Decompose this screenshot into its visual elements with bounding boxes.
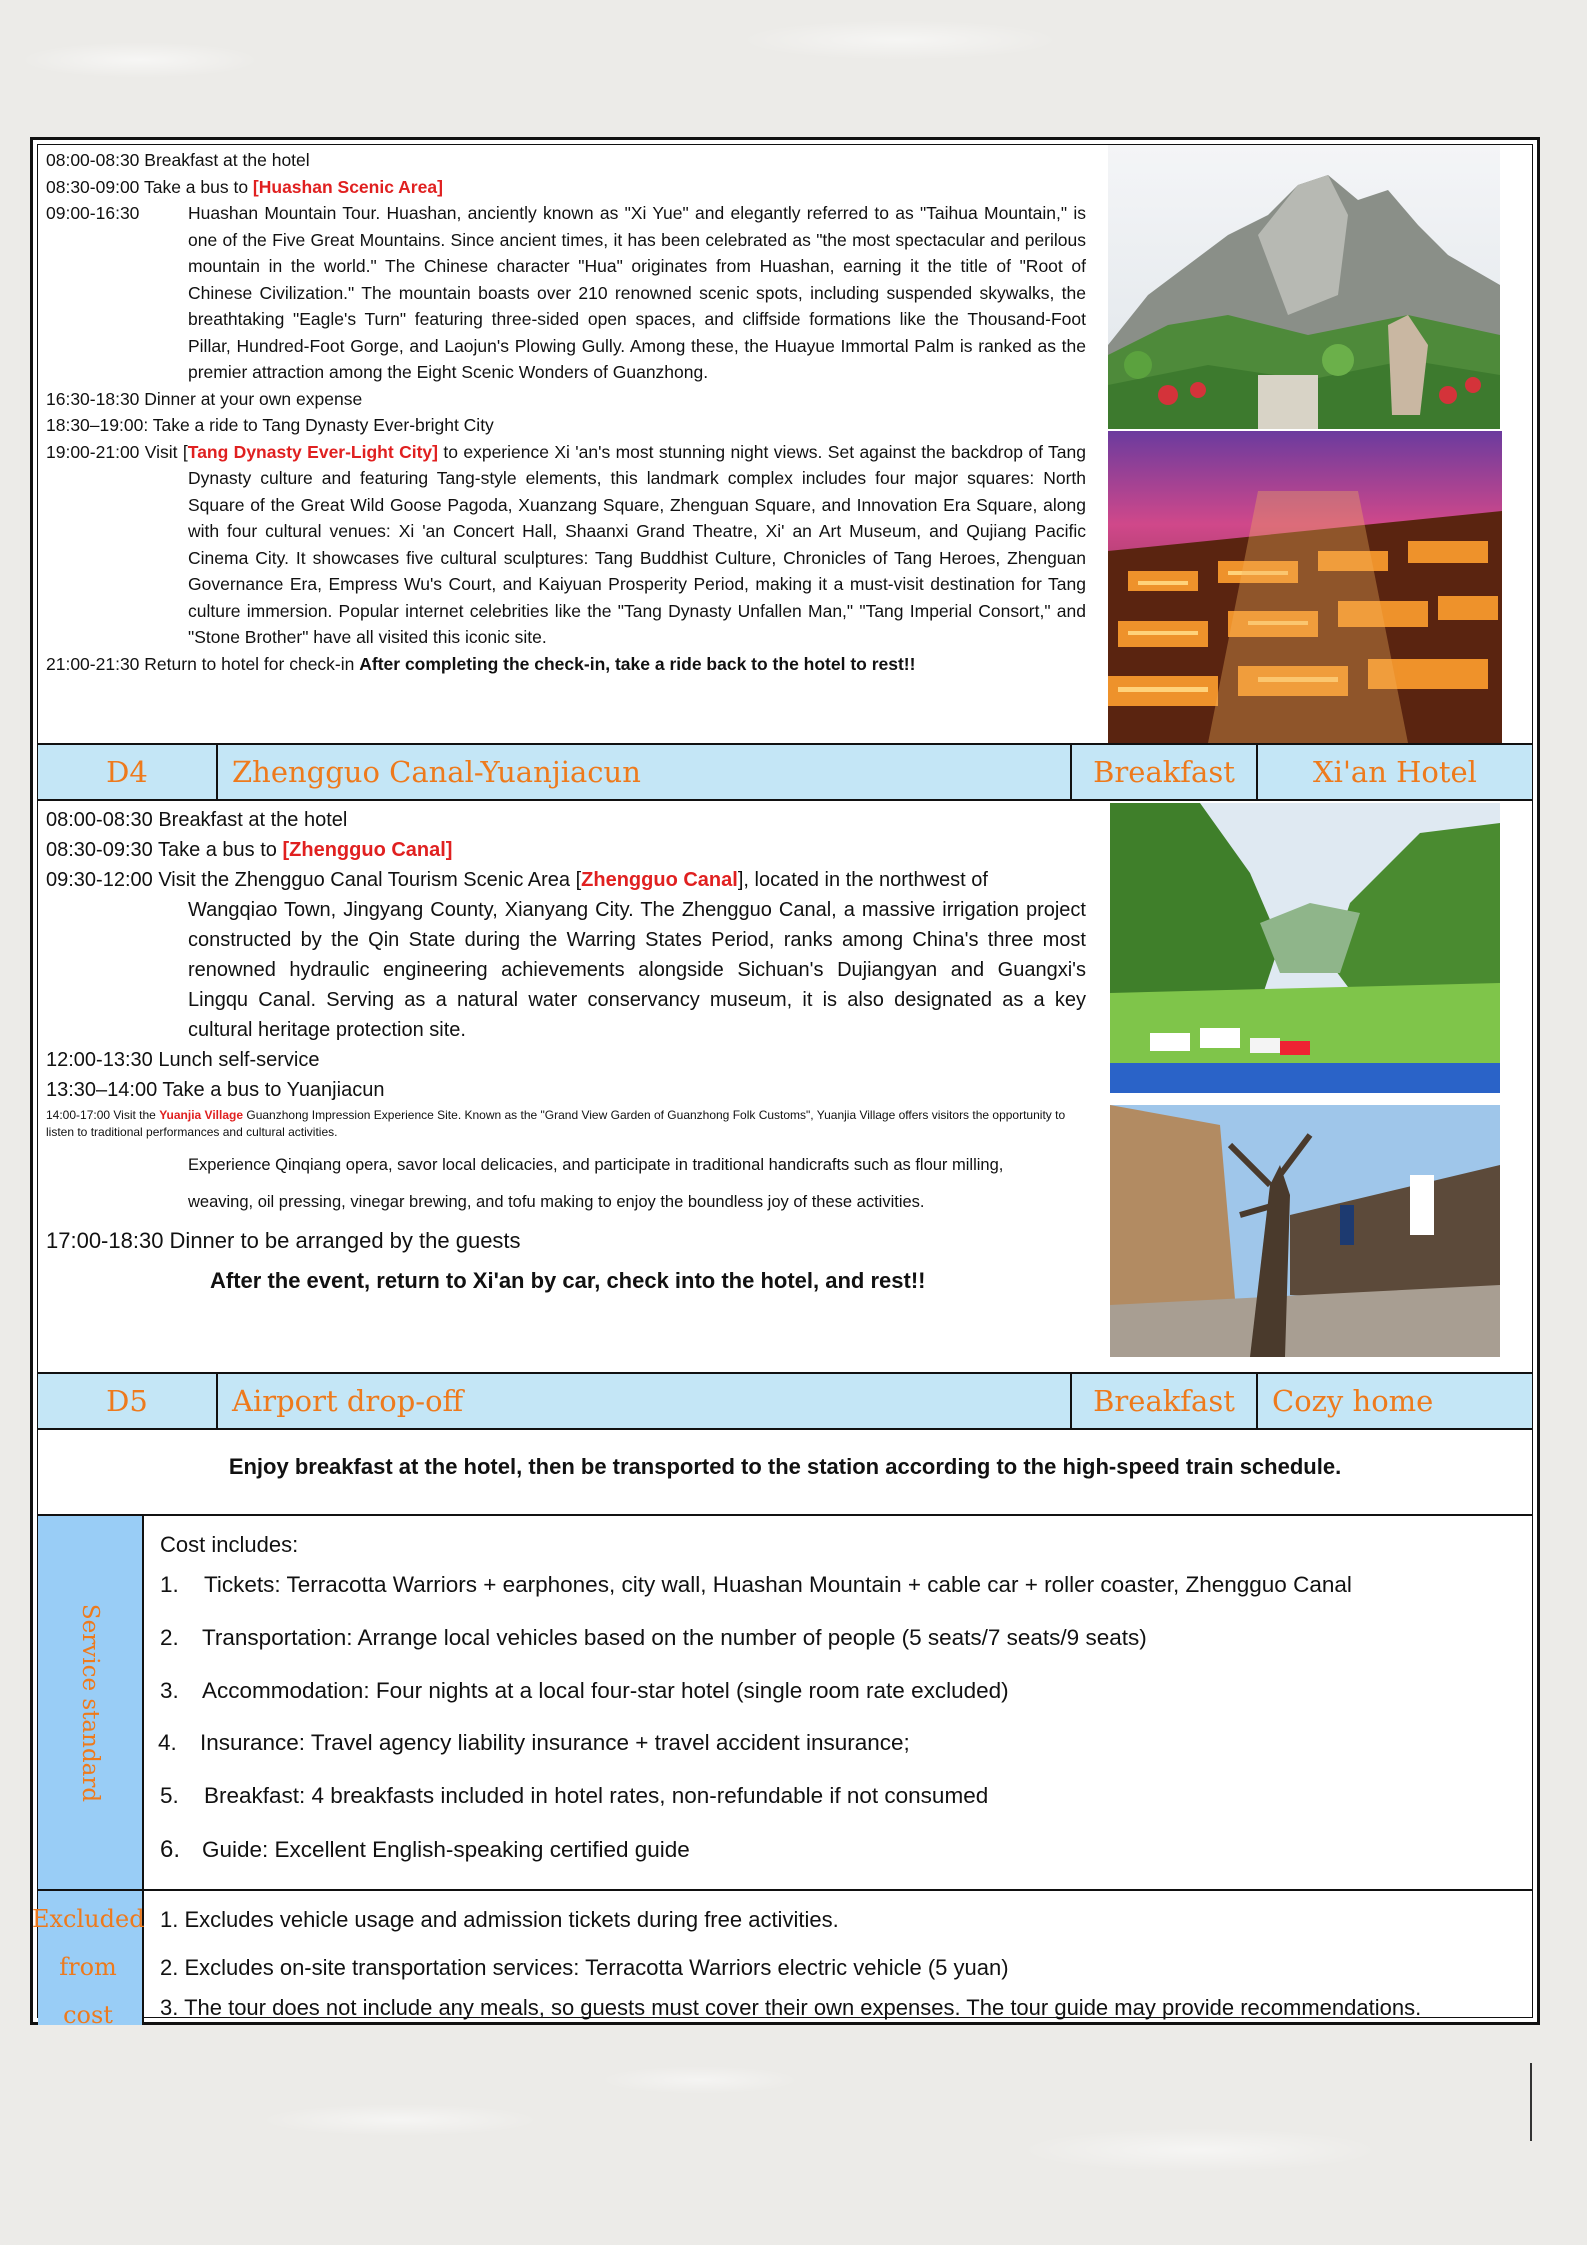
- day3-schedule: [46, 147, 1086, 677]
- cost-item: 5. Breakfast: 4 breakfasts included in hotel rates, non-refundable if not consumed: [160, 1783, 989, 1808]
- day4-header: [38, 743, 1532, 801]
- schedule-line: 09:30-12:00 Visit the Zhengguo Canal Tourism Scenic Area [Zhengguo Canal], located in the northwest of: [46, 869, 988, 891]
- cost-includes-heading: Cost includes:: [160, 1532, 299, 1557]
- schedule-line: 13:30–14:00 Take a bus to Yuanjiacun: [46, 1079, 385, 1101]
- schedule-line: 16:30-18:30 Dinner at your own expense: [46, 388, 363, 409]
- day4-section: [38, 803, 1532, 1369]
- schedule-line: 21:00-21:30 Return to hotel for check-in After completing the check-in, take a ride back to the hotel to rest!!: [46, 653, 916, 674]
- schedule-line: 18:30–19:00: Take a ride to Tang Dynasty Ever-bright City: [46, 415, 494, 435]
- service-standard-label: Service standard: [38, 1516, 144, 1889]
- cost-includes-list: [160, 1516, 1490, 1889]
- huashan-description: Huashan Mountain Tour. Huashan, anciently known as "Xi Yue" and elegantly referred to as "Taihua Mountain," is one of the Five Great Mountains. Since ancient times, it has been celebrated as "the most spectacular and perilous mountain in the world." The Chinese character "Hua" originates from Huashan, earning it the title of "Root of Chinese Civilization." The mountain boasts over 210 renowned scenic spots, including suspended skywalks, the breathtaking "Eagle's Turn" featuring three-sided open spaces, and cliffside formations like the Thousand-Foot Pillar, Hundred-Foot Gorge, and Laojun's Plowing Gully. Among these, the Huayue Immortal Palm is ranked as the premier attraction among the Eight Scenic Wonders of Guanzhong.: [188, 203, 1086, 382]
- hotel-info: Xi'an Hotel: [1256, 745, 1532, 799]
- activities-line: weaving, oil pressing, vinegar brewing, and tofu making to enjoy the boundless joy of these activities.: [188, 1193, 925, 1211]
- day5-description: Enjoy breakfast at the hotel, then be transported to the station according to the high-speed train schedule.: [228, 1454, 1342, 1479]
- cost-item: 1. Tickets: Terracotta Warriors + earphones, city wall, Huashan Mountain + cable car + roller coaster, Zhengguo Canal: [160, 1572, 1352, 1597]
- meal-info: Breakfast: [1070, 1374, 1256, 1428]
- excluded-label: Excluded from cost: [38, 1891, 144, 2025]
- day-number: D5: [106, 1384, 148, 1418]
- tang-city-photo: [1108, 431, 1502, 743]
- schedule-line: 12:00-13:30 Lunch self-service: [46, 1049, 320, 1071]
- zhengguo-description: Wangqiao Town, Jingyang County, Xianyang City. The Zhengguo Canal, a massive irrigation project constructed by the Qin State during the Warring States Period, ranks among China's three most renowned hydraulic engineering achievements alongside Sichuan's Dujiangyan and Guangxi's Lingqu Canal. Serving as a natural water conservancy museum, it is also designated as a key cultural heritage protection site.: [188, 899, 1086, 1041]
- yuanjia-village-photo: [1110, 1105, 1500, 1357]
- activities-line: Experience Qinqiang opera, savor local delicacies, and participate in traditional handicrafts such as flour milling,: [188, 1156, 1004, 1174]
- tang-city-highlight: Tang Dynasty Ever-Light City]: [187, 441, 438, 462]
- cost-item: 4. Insurance: Travel agency liability insurance + travel accident insurance;: [158, 1730, 910, 1755]
- itinerary-table: [30, 137, 1540, 2029]
- day5-section: [38, 1430, 1532, 1514]
- yuanjia-description: 14:00-17:00 Visit the Yuanjia Village Guanzhong Impression Experience Site. Known as the "Grand View Garden of Guanzhong Folk Customs", Yuanjia Village offers visitors the opportunity to listen to traditional performances and cultural activities.: [46, 1108, 1066, 1139]
- cost-item: 2. Transportation: Arrange local vehicles based on the number of people (5 seats/7 seats/9 seats): [160, 1625, 1147, 1650]
- schedule-line: 08:30-09:00 Take a bus to [Huashan Scenic Area]: [46, 176, 443, 197]
- excluded-list: [160, 1891, 1500, 2025]
- day3-section: [38, 145, 1532, 747]
- itinerary-inner: [32, 144, 1533, 2029]
- zhengguo-canal-photo: [1110, 803, 1500, 1093]
- day4-schedule: [46, 805, 1086, 1301]
- day-title: Airport drop-off: [216, 1374, 1070, 1428]
- excluded-item: 1. Excludes vehicle usage and admission tickets during free activities.: [160, 1907, 839, 1932]
- day-number: D4: [106, 755, 148, 789]
- hotel-info: Cozy home: [1256, 1374, 1532, 1428]
- meal-info: Breakfast: [1070, 745, 1256, 799]
- zhengguo-highlight: [Zhengguo Canal]: [282, 839, 453, 861]
- schedule-line: 08:00-08:30 Breakfast at the hotel: [46, 150, 310, 170]
- day-title: Zhengguo Canal-Yuanjiacun: [216, 745, 1070, 799]
- excluded-item: 2. Excludes on-site transportation services: Terracotta Warriors electric vehicle (5 yuan): [160, 1955, 1009, 1980]
- schedule-line: 09:00-16:30 Huashan Mountain Tour. Huashan, anciently known as "Xi Yue" and elegantly referred to as "Taihua Mountain," is one of the Five Great Mountains. Since ancient times, it has been celebrated as "the most spectacular and perilous mountain in the world." The Chinese character "Hua" originates from Huashan, earning it the title of "Root of Chinese Civilization." The mountain boasts over 210 renowned scenic spots, including suspended skywalks, the breathtaking "Eagle's Turn" featuring three-sided open spaces, and cliffside formations like the Thousand-Foot Pillar, Hundred-Foot Gorge, and Laojun's Plowing Gully. Among these, the Huayue Immortal Palm is ranked as the premier attraction among the Eight Scenic Wonders of Guanzhong.: [46, 200, 1086, 386]
- closing-note: After the event, return to Xi'an by car, check into the hotel, and rest!!: [210, 1268, 926, 1293]
- huashan-highlight: [Huashan Scenic Area]: [252, 176, 443, 197]
- cost-item: 6. Guide: Excellent English-speaking certified guide: [160, 1836, 690, 1863]
- schedule-line: 19:00-21:00 Visit [Tang Dynasty Ever-Light City] to experience Xi 'an's most stunning night views. Set against the backdrop of Tang Dynasty culture and featuring Tang-style elements, this landmark complex includes four major squares: North Square of the Great Wild Goose Pagoda, Xuanzang Square, Zhenguan Square, and Innovation Era Square, along with four cultural venues: Xi 'an Concert Hall, Shaanxi Grand Theatre, Xi' an Art Museum, and Qujiang Pacific Cinema City. It showcases five cultural sculptures: Tang Buddhist Culture, Chronicles of Tang Heroes, Zhenguan Governance Era, Empress Wu's Court, and Kaiyuan Prosperity Period, making it a must-visit destination for Tang culture immersion. Popular internet celebrities like the "Tang Dynasty Unfallen Man," "Tang Imperial Consort," and "Stone Brother" have all visited this iconic site.: [46, 441, 1086, 647]
- page-marker: [1530, 2063, 1532, 2141]
- day5-header: [38, 1372, 1532, 1430]
- excluded-item: 3. The tour does not include any meals, so guests must cover their own expenses. The tour guide may provide recommendations.: [160, 1995, 1422, 2020]
- cost-item: 3. Accommodation: Four nights at a local four-star hotel (single room rate excluded): [160, 1678, 1009, 1703]
- tang-city-description: to experience Xi 'an's most stunning night views. Set against the backdrop of Tang Dynasty culture and featuring Tang-style elements, this landmark complex includes four major squares: North Square of the Great Wild Goose Pagoda, Xuanzang Square, Zhenguan Square, and Innovation Era Square, along with four cultural venues: Xi 'an Concert Hall, Shaanxi Grand Theatre, Xi' an Art Museum, and Qujiang Pacific Cinema City. It showcases five cultural sculptures: Tang Buddhist Culture, Chronicles of Tang Heroes, Zhenguan Governance Era, Empress Wu's Court, and Kaiyuan Prosperity Period, making it a must-visit destination for Tang culture immersion. Popular internet celebrities like the "Tang Dynasty Unfallen Man," "Tang Imperial Consort," and "Stone Brother" have all visited this iconic site.: [188, 441, 1086, 647]
- huashan-photo: [1108, 145, 1500, 429]
- schedule-line: 08:00-08:30 Breakfast at the hotel: [46, 809, 348, 831]
- schedule-line: 08:30-09:30 Take a bus to [Zhengguo Canal]: [46, 839, 453, 861]
- schedule-line: 17:00-18:30 Dinner to be arranged by the guests: [46, 1228, 521, 1253]
